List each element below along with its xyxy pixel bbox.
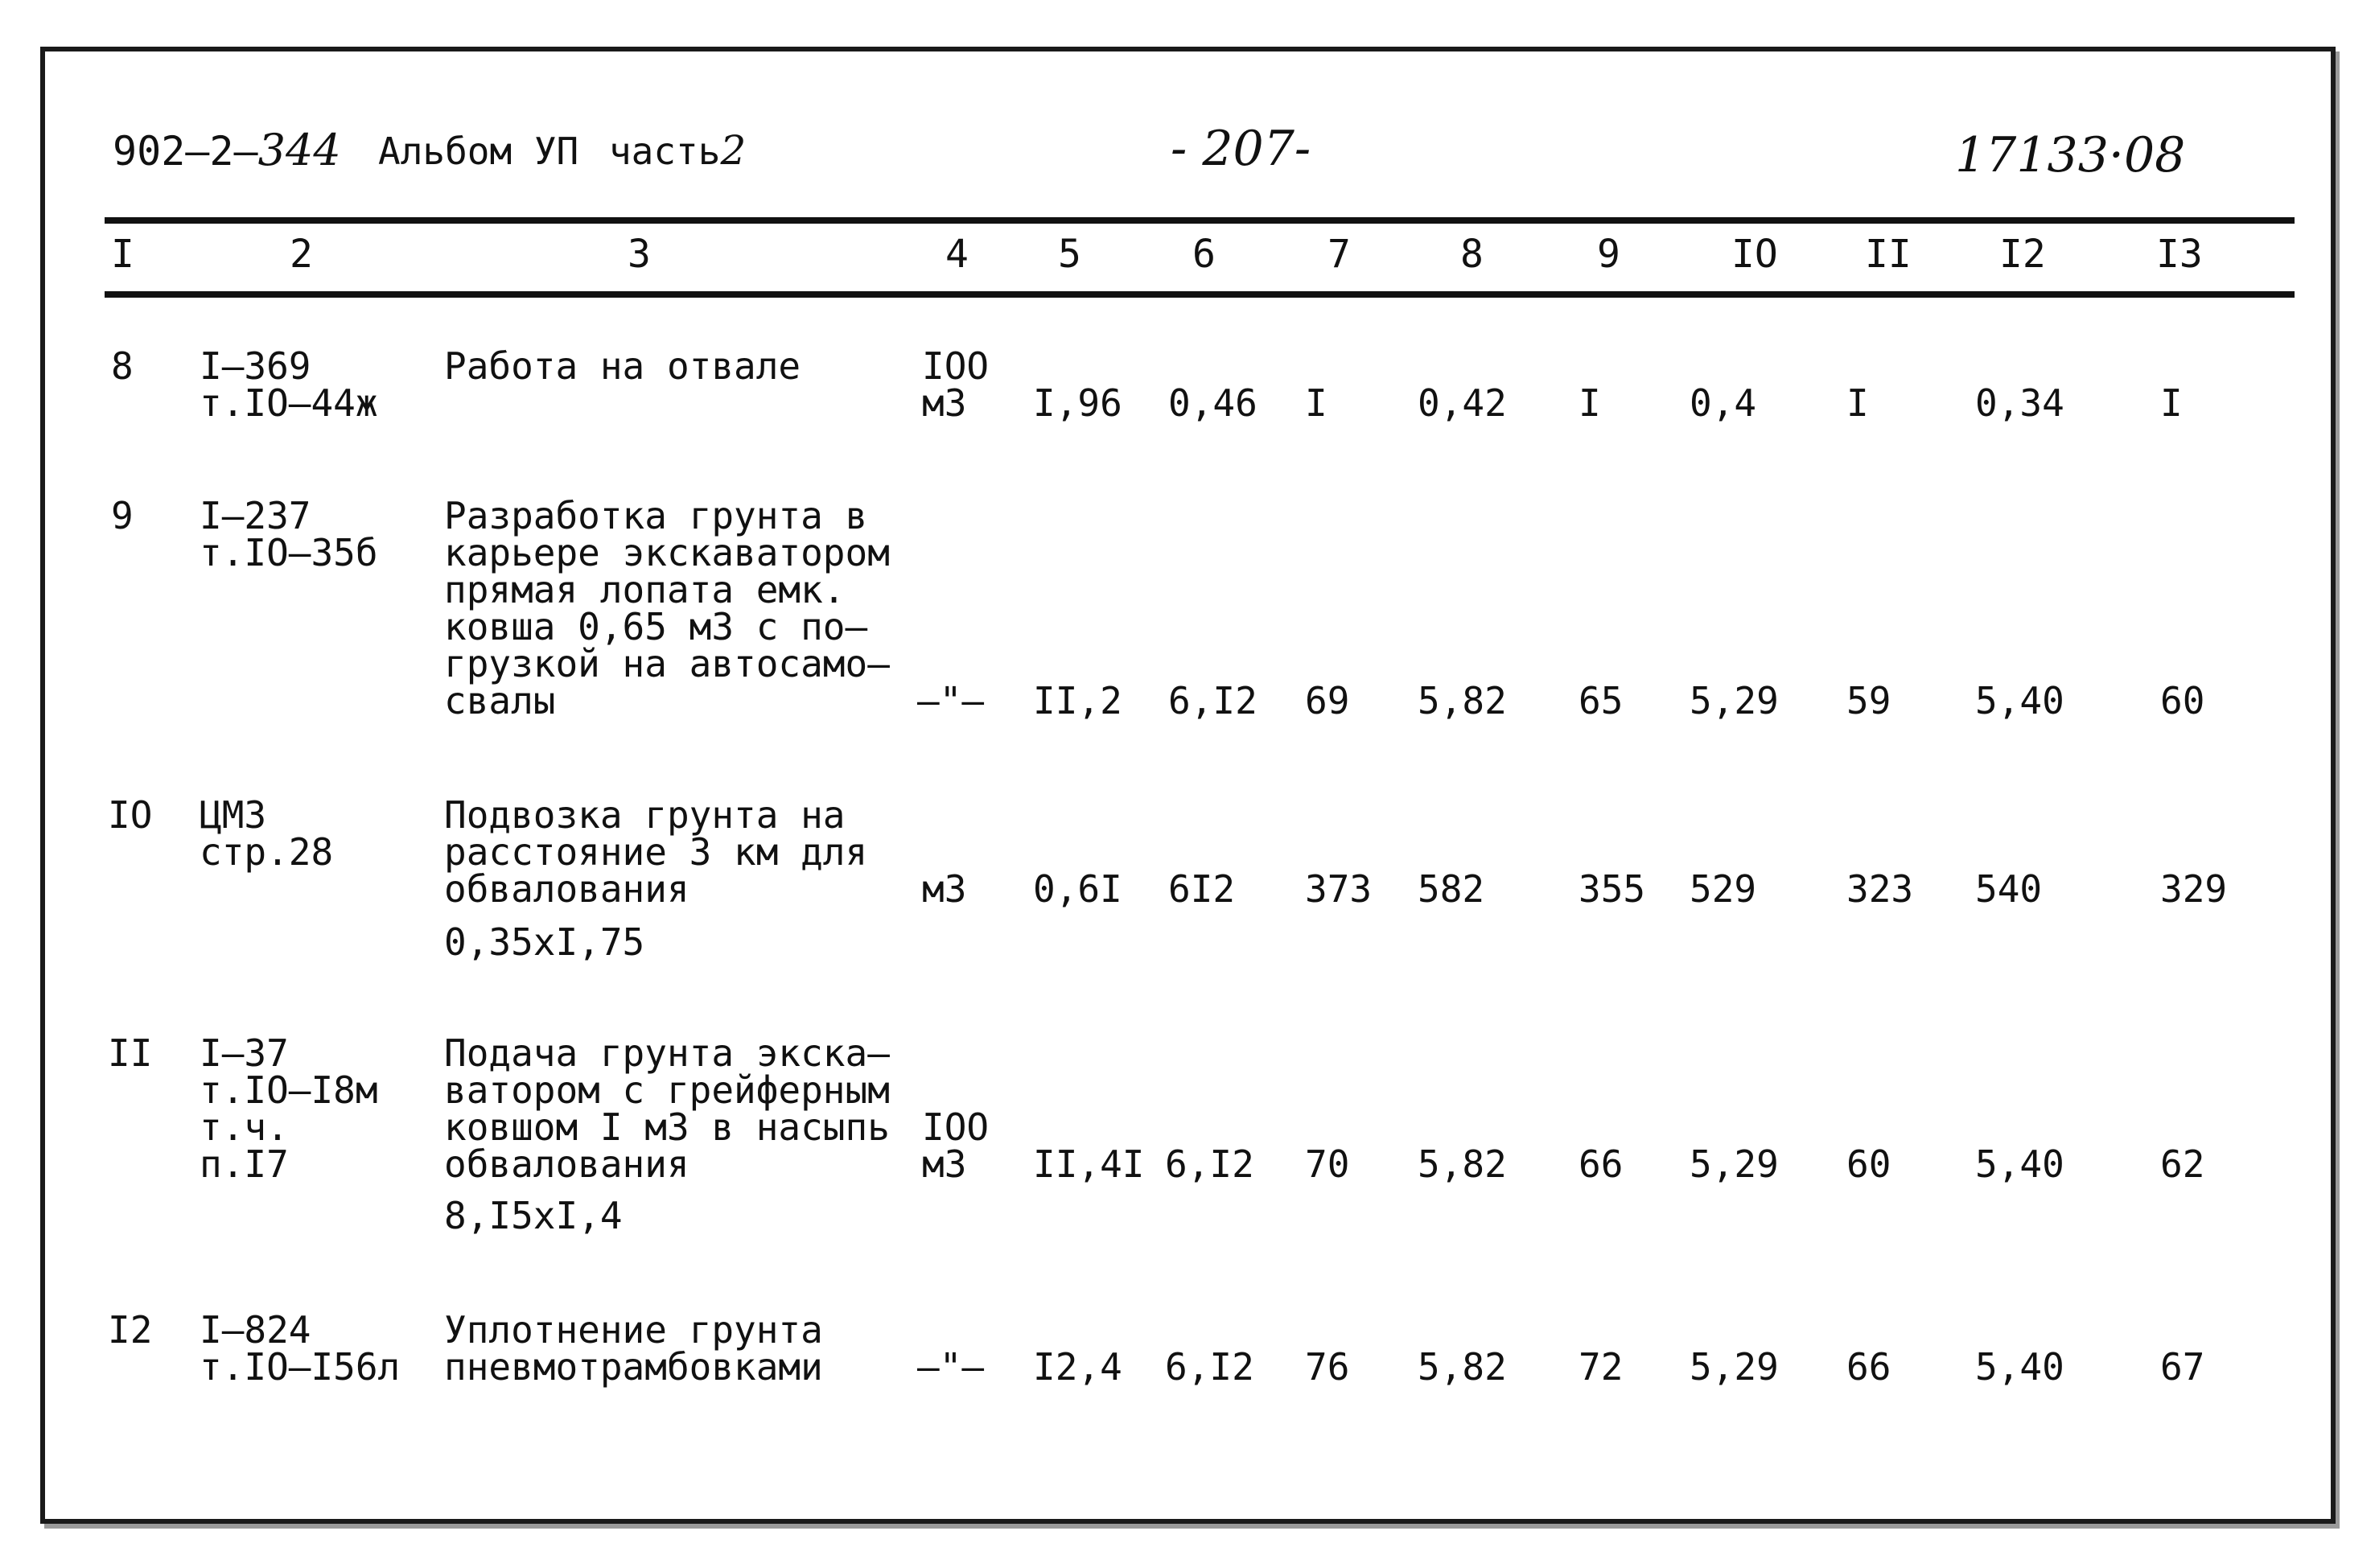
row-reference: I–824 т.IO–I56л <box>200 1308 401 1389</box>
value-col11: I <box>1846 381 1869 425</box>
album-part-number: 2 <box>720 127 747 174</box>
row-reference: I–237 т.IO–35б <box>200 494 378 574</box>
value-col8: 582 <box>1418 867 1485 911</box>
value-col11: 66 <box>1846 1345 1891 1389</box>
row-description: Подача грунта экска– ватором с грейферным ковшом I м3 в насыпь обвалования <box>444 1031 890 1186</box>
column-header-11: II <box>1865 232 1912 277</box>
column-header-6: 6 <box>1192 232 1216 277</box>
value-col9: I <box>1579 381 1601 425</box>
value-col5: I2,4 <box>1033 1345 1122 1389</box>
row-unit: IOO м3 <box>922 1105 990 1186</box>
value-col5: I,96 <box>1033 381 1122 425</box>
row-description: Разработка грунта в карьере экскаватором прямая лопата емк. ковша 0,65 м3 с по– грузкой на автосамо– свалы <box>444 494 890 722</box>
value-col7: 76 <box>1305 1345 1350 1389</box>
value-col10: 5,29 <box>1690 1345 1779 1389</box>
value-col8: 0,42 <box>1418 381 1507 425</box>
value-col13: 329 <box>2160 867 2228 911</box>
value-col11: 60 <box>1846 1142 1891 1186</box>
album-name: Альбом УП <box>378 130 579 173</box>
value-col12: 540 <box>1975 867 2043 911</box>
value-col12: 5,40 <box>1975 1345 2064 1389</box>
value-col9: 66 <box>1579 1142 1624 1186</box>
row-reference: ЦМЗ стр.28 <box>200 793 334 874</box>
value-col9: 355 <box>1579 867 1646 911</box>
value-col5: II,2 <box>1033 679 1122 722</box>
page-frame <box>40 47 2336 1524</box>
value-col13: I <box>2160 381 2183 425</box>
value-col10: 529 <box>1690 867 1757 911</box>
value-col12: 5,40 <box>1975 679 2064 722</box>
row-description: Подвозка грунта на расстояние 3 км для обвалования <box>444 793 868 911</box>
value-col13: 62 <box>2160 1142 2205 1186</box>
value-col6: 0,46 <box>1168 381 1257 425</box>
value-col11: 59 <box>1846 679 1891 722</box>
value-col9: 72 <box>1579 1345 1624 1389</box>
value-col10: 5,29 <box>1690 1142 1779 1186</box>
value-col8: 5,82 <box>1418 1345 1507 1389</box>
row-description: Уплотнение грунта пневмотрамбовками <box>444 1308 823 1389</box>
album-part-label: часть <box>608 130 721 173</box>
row-unit: IOO м3 <box>922 344 990 425</box>
row-number: 8 <box>111 344 134 388</box>
column-header-1: I <box>111 232 134 277</box>
header-rule-bottom <box>105 291 2295 298</box>
row-unit: м3 <box>922 867 967 911</box>
value-col12: 0,34 <box>1975 381 2064 425</box>
row-number: 9 <box>111 494 134 537</box>
value-col13: 67 <box>2160 1345 2205 1389</box>
column-header-7: 7 <box>1327 232 1351 277</box>
column-header-12: I2 <box>1999 232 2046 277</box>
value-col7: 373 <box>1305 867 1373 911</box>
row-formula: 0,35хI,75 <box>444 920 645 964</box>
value-col6: 6,I2 <box>1165 1142 1254 1186</box>
document-number: 17133·08 <box>1955 127 2186 183</box>
row-reference: I–369 т.IO–44ж <box>200 344 378 425</box>
value-col13: 60 <box>2160 679 2205 722</box>
page-number: - 207- <box>1171 121 1311 177</box>
value-col6: 6,I2 <box>1165 1345 1254 1389</box>
row-description: Работа на отвале <box>444 344 801 388</box>
column-header-5: 5 <box>1058 232 1081 277</box>
row-formula: 8,I5хI,4 <box>444 1194 623 1237</box>
doc-code-handwritten: 344 <box>257 125 341 175</box>
row-number: I2 <box>108 1308 153 1352</box>
value-col5: 0,6I <box>1033 867 1122 911</box>
row-unit: –"– <box>917 1345 985 1389</box>
value-col5: II,4I <box>1033 1142 1145 1186</box>
value-col11: 323 <box>1846 867 1914 911</box>
column-header-8: 8 <box>1460 232 1484 277</box>
column-header-9: 9 <box>1597 232 1620 277</box>
value-col9: 65 <box>1579 679 1624 722</box>
column-header-3: 3 <box>628 232 651 277</box>
column-header-4: 4 <box>945 232 969 277</box>
value-col12: 5,40 <box>1975 1142 2064 1186</box>
value-col7: 69 <box>1305 679 1350 722</box>
doc-code <box>113 125 341 175</box>
column-header-10: IO <box>1731 232 1778 277</box>
value-col8: 5,82 <box>1418 1142 1507 1186</box>
value-col10: 5,29 <box>1690 679 1779 722</box>
header-rule-top <box>105 217 2295 224</box>
row-unit: –"– <box>917 679 985 722</box>
column-header-13: I3 <box>2156 232 2203 277</box>
column-header-2: 2 <box>290 232 313 277</box>
value-col6: 6,I2 <box>1168 679 1257 722</box>
album-label <box>378 127 746 174</box>
value-col10: 0,4 <box>1690 381 1757 425</box>
doc-code-prefix: 902–2– <box>113 128 258 175</box>
value-col8: 5,82 <box>1418 679 1507 722</box>
row-number: II <box>108 1031 153 1075</box>
row-number: IO <box>108 793 153 837</box>
row-reference: I–37 т.IO–I8м т.ч. п.I7 <box>200 1031 378 1186</box>
value-col7: I <box>1305 381 1327 425</box>
value-col7: 70 <box>1305 1142 1350 1186</box>
value-col6: 6I2 <box>1168 867 1236 911</box>
